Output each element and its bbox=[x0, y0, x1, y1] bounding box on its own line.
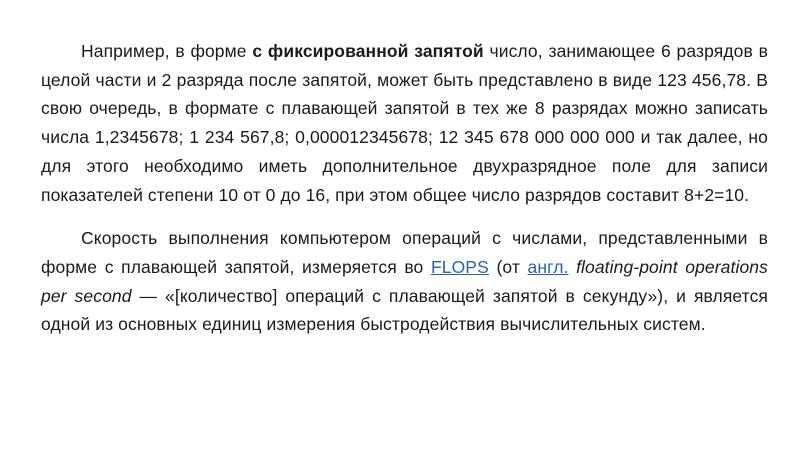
paragraph-2-body: — «[количество] операций с плавающей запятой в секунду»), и является одной из основных единиц измерения быстродействия вычислительных систем. bbox=[41, 285, 769, 335]
paragraph-1-lead: Например, в форме bbox=[81, 41, 253, 61]
paragraph-1-body: число, занимающее 6 разрядов в целой части и 2 разряда после запятой, может быть представлено в виде 123 456,78. В свою очередь, в формате с плавающей запятой в тех же 8 разрядах можно записать числа 1,2345678; 1 234 567,8; 0,000012345678; 12 345 678 000 000 000 и так далее, но для этого необходимо иметь дополнительное двухразрядное поле для записи показателей степени 10 от 0 до 16, при этом общее число разрядов составит 8+2=10. bbox=[41, 41, 768, 205]
flops-link[interactable]: FLOPS bbox=[430, 256, 489, 277]
document-body bbox=[41, 37, 768, 339]
english-abbr-link[interactable]: англ. bbox=[527, 256, 569, 277]
paragraph-2-lead: Скорость выполнения компьютером операций с числами, представленными в форме с плавающей запятой, измеряется во bbox=[41, 228, 768, 277]
paragraph-fixed-point bbox=[41, 37, 768, 209]
paragraph-flops bbox=[41, 224, 768, 339]
fixed-point-term: с фиксированной запятой bbox=[252, 41, 484, 61]
paragraph-2-open-paren: (от bbox=[488, 256, 528, 277]
flops-expansion-term: floating-point operations per second bbox=[41, 256, 768, 306]
